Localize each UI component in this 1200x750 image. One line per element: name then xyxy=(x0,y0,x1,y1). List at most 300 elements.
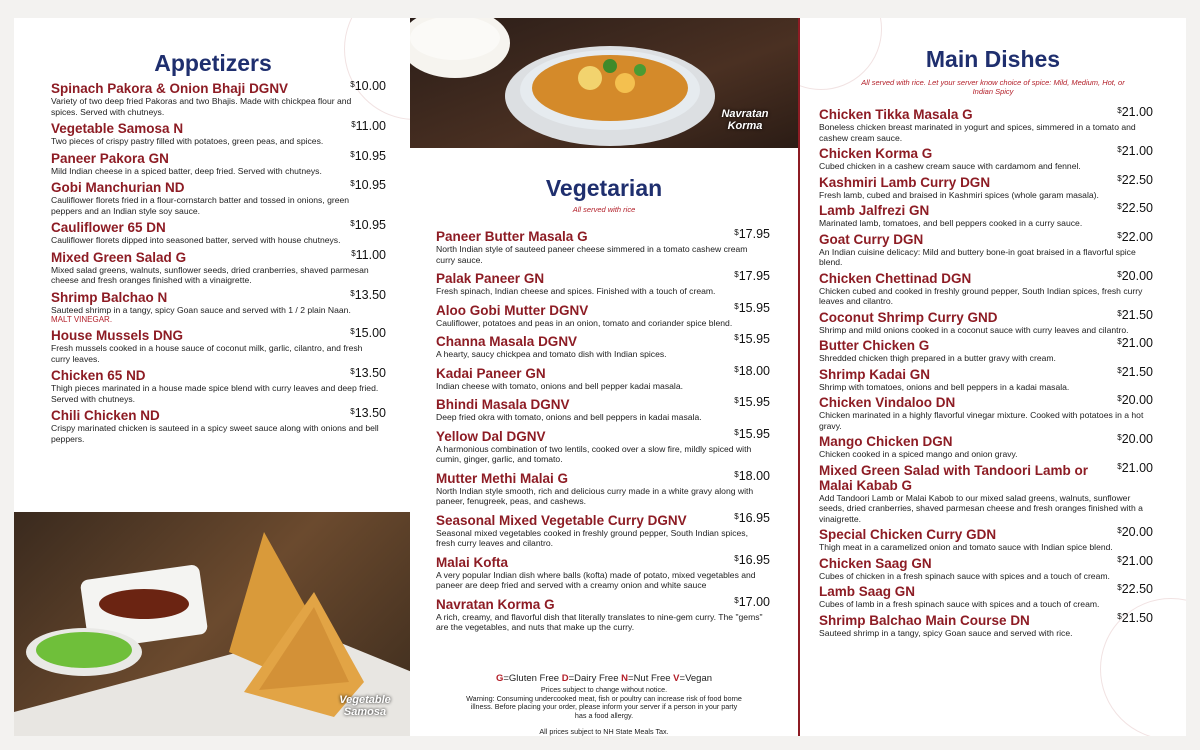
price-value: 17.95 xyxy=(738,227,770,241)
currency-symbol: $ xyxy=(351,248,356,258)
appetizers-list xyxy=(51,81,386,448)
item-name xyxy=(819,527,1153,542)
item-price xyxy=(1117,230,1153,244)
menu-item xyxy=(51,368,386,404)
diet-tags: DGN xyxy=(941,270,972,286)
item-description: A very popular Indian dish where balls (kofta) made of potato, mixed vegetables and paneer are deep fried and served with a creamy onion and white sauce xyxy=(436,569,756,590)
item-price xyxy=(350,288,386,302)
samosa-caption: Vegetable Samosa xyxy=(339,694,391,718)
currency-symbol: $ xyxy=(1117,583,1122,592)
currency-symbol: $ xyxy=(734,553,739,563)
item-description: North Indian style of sauteed paneer cheese simmered in a tomato cashew cream curry sauce. xyxy=(436,244,748,265)
item-description: North Indian style smooth, rich and delicious curry made in a white gravy along with paneer, fenugreek, peas, and cashews. xyxy=(436,485,754,506)
menu-item xyxy=(51,247,386,286)
diet-tags: DN xyxy=(1010,612,1030,628)
currency-symbol: $ xyxy=(1117,611,1122,621)
diet-tags: G xyxy=(577,229,588,244)
item-description: Variety of two deep fried Pakoras and two Bhajis. Made with chickpea flour and spices. Served with chutneys. xyxy=(51,96,352,117)
item-name xyxy=(819,229,1153,247)
price-value: 21.00 xyxy=(1121,336,1153,350)
menu-item xyxy=(819,364,1153,393)
menu-item xyxy=(819,307,1153,336)
menu-item xyxy=(819,338,1153,364)
currency-symbol: $ xyxy=(350,80,355,89)
diet-tags: ND xyxy=(126,368,146,383)
item-description: A rich, creamy, and flavorful dish that literally translates to nine-gem curry. The "gems" are the vegetables, and nuts that make up the curry. xyxy=(436,611,763,632)
menu-item xyxy=(819,229,1153,268)
diet-tags: DGNV xyxy=(506,428,546,444)
currency-symbol: $ xyxy=(350,219,355,228)
menu-item xyxy=(436,594,770,633)
currency-symbol: $ xyxy=(1117,554,1122,564)
item-name xyxy=(51,81,386,96)
price-value: 10.95 xyxy=(354,178,386,192)
item-title: Chili Chicken xyxy=(51,408,137,423)
item-title: Mango Chicken xyxy=(819,434,919,449)
currency-symbol: $ xyxy=(350,288,355,298)
diet-tags: DGNV xyxy=(538,334,578,349)
item-price xyxy=(734,332,770,346)
currency-symbol: $ xyxy=(350,327,355,336)
menu-footer xyxy=(420,673,788,736)
item-description: Boneless chicken breast marinated in yogurt and spices, simmered in a tomato and cashew cream sauce. xyxy=(819,122,1136,143)
price-value: 22.50 xyxy=(1121,201,1153,215)
item-description: Cubes of lamb in a fresh spinach sauce with spices and a touch of cream. xyxy=(819,599,1100,609)
item-name xyxy=(819,268,1153,286)
item-title: Lamb Saag xyxy=(819,584,892,599)
item-name xyxy=(436,271,770,286)
item-price xyxy=(350,79,386,93)
menu-item xyxy=(51,81,386,117)
item-price xyxy=(734,511,770,525)
menu-item xyxy=(436,363,770,392)
samosa-photo xyxy=(14,512,412,736)
diet-tags: DGN xyxy=(893,231,924,247)
diet-tags: G xyxy=(544,596,555,612)
item-title: Mixed Green Salad with Tandoori Lamb or Malai Kabab xyxy=(819,462,1089,493)
item-name xyxy=(436,334,770,349)
item-price xyxy=(1117,393,1153,407)
currency-symbol: $ xyxy=(1117,230,1122,240)
item-title: Coconut Shrimp Curry xyxy=(819,309,964,325)
item-title: Seasonal Mixed Vegetable Curry xyxy=(436,512,644,528)
vegetarian-panel xyxy=(410,18,798,736)
price-value: 21.00 xyxy=(1121,105,1153,119)
item-price xyxy=(734,595,770,609)
item-price xyxy=(734,427,770,441)
item-description: Fresh mussels cooked in a house sauce of coconut milk, garlic, cilantro, and fresh curry leaves. xyxy=(51,343,363,364)
menu-item xyxy=(51,121,386,147)
price-value: 15.95 xyxy=(738,395,770,409)
item-name xyxy=(436,426,770,444)
price-value: 21.00 xyxy=(1121,553,1153,568)
price-value: 20.00 xyxy=(1121,432,1153,446)
diet-tags: G xyxy=(921,146,933,161)
item-title: Chicken Saag xyxy=(819,555,908,571)
price-value: 11.00 xyxy=(355,247,386,262)
item-price xyxy=(1117,144,1153,158)
currency-symbol: $ xyxy=(1117,106,1122,115)
item-name xyxy=(51,247,386,265)
price-value: 21.00 xyxy=(1121,460,1153,475)
item-name xyxy=(819,107,1153,122)
appetizers-panel xyxy=(14,18,412,736)
item-title: Chicken Chettinad xyxy=(819,270,938,286)
item-price xyxy=(734,301,770,315)
currency-symbol: $ xyxy=(350,367,355,376)
item-price xyxy=(1117,365,1153,379)
item-description: Indian cheese with tomato, onions and bell pepper kadai masala. xyxy=(436,380,683,391)
legend-text: =Nut Free xyxy=(628,673,674,684)
price-value: 13.50 xyxy=(354,287,386,302)
item-name xyxy=(436,229,770,244)
item-price xyxy=(1117,432,1153,446)
item-description: Two pieces of crispy pastry filled with potatoes, green peas, and spices. xyxy=(51,136,324,146)
legend-letter: N xyxy=(621,673,629,684)
item-title: Paneer Butter Masala xyxy=(436,229,574,244)
item-description: Mild Indian cheese in a spiced batter, deep fried. Served with chutneys. xyxy=(51,165,322,176)
item-name xyxy=(436,300,770,318)
diet-tags: GN xyxy=(909,366,931,382)
item-name xyxy=(819,610,1153,628)
item-title: Chicken 65 xyxy=(51,368,123,383)
tax-note: All prices subject to NH State Meals Tax. xyxy=(539,727,669,736)
price-value: 21.50 xyxy=(1121,610,1153,625)
currency-symbol: $ xyxy=(351,120,356,129)
menu-item xyxy=(819,434,1153,460)
item-title: Shrimp Balchao Main Course xyxy=(819,612,1007,628)
price-value: 21.50 xyxy=(1121,307,1153,322)
price-change-note: Prices subject to change without notice. xyxy=(540,685,668,694)
item-name xyxy=(436,510,770,528)
main-dishes-list xyxy=(819,107,1153,641)
item-title: Spinach Pakora & Onion Bhaji xyxy=(51,81,246,96)
main-dishes-panel xyxy=(800,18,1186,736)
item-price xyxy=(1117,525,1153,539)
item-description: Add Tandoori Lamb or Malai Kabob to our mixed salad greens, walnuts, sunflower seeds, dried cranberries, shaved parmesan cheese and fresh oranges finished with a vinaigrette. xyxy=(819,492,1143,524)
currency-symbol: $ xyxy=(734,228,739,237)
price-value: 13.50 xyxy=(354,366,386,380)
diet-tags: GDN xyxy=(966,527,997,542)
item-name xyxy=(436,397,770,412)
menu-item xyxy=(819,527,1153,553)
item-name xyxy=(819,395,1153,410)
price-value: 13.50 xyxy=(354,406,386,420)
price-value: 10.95 xyxy=(354,218,386,232)
price-value: 18.00 xyxy=(738,468,770,483)
item-price xyxy=(1117,461,1153,475)
currency-symbol: $ xyxy=(1117,269,1122,279)
menu-item xyxy=(51,328,386,364)
item-name xyxy=(51,180,386,195)
item-title: Butter Chicken xyxy=(819,338,916,353)
menu-item xyxy=(819,460,1153,525)
currency-symbol: $ xyxy=(1117,526,1122,535)
diet-tags: GN xyxy=(909,203,930,218)
item-title: Lamb Jalfrezi xyxy=(819,203,906,218)
item-description: Crispy marinated chicken is sauteed in a spicy sweet sauce along with onions and bell peppers. xyxy=(51,423,379,444)
item-title: Chicken Vindaloo xyxy=(819,395,933,410)
item-description: Cauliflower florets dipped into seasoned batter, served with house chutneys. xyxy=(51,235,341,245)
item-title: Shrimp Balchao xyxy=(51,289,154,305)
item-name xyxy=(819,203,1153,218)
vegetarian-title: Vegetarian xyxy=(545,175,663,201)
currency-symbol: $ xyxy=(1117,173,1122,183)
appetizers-title: Appetizers xyxy=(154,50,272,76)
item-title: Aloo Gobi Mutter xyxy=(436,302,546,318)
diet-tags: G xyxy=(557,470,569,486)
menu-item xyxy=(436,229,770,265)
diet-tags: GN xyxy=(911,555,932,571)
item-title: Paneer Pakora xyxy=(51,150,145,166)
item-description: Shredded chicken thigh prepared in a butter gravy with cream. xyxy=(819,353,1056,363)
item-name xyxy=(819,338,1153,353)
menu-item xyxy=(436,510,770,549)
diet-tags: DGNV xyxy=(530,397,570,412)
dietary-legend xyxy=(420,673,788,684)
item-price xyxy=(734,553,770,567)
item-description: Sauteed shrimp in a tangy, spicy Goan sauce and served with rice. xyxy=(819,627,1073,638)
legend-letter: D xyxy=(561,673,569,684)
item-description: Shrimp and mild onions cooked in a coconut sauce with curry leaves and cilantro. xyxy=(819,324,1129,335)
item-name xyxy=(819,364,1153,382)
menu-item xyxy=(51,408,386,444)
currency-symbol: $ xyxy=(734,511,739,521)
item-price xyxy=(351,119,386,133)
item-price xyxy=(350,366,386,380)
menu-item xyxy=(819,146,1153,172)
item-name xyxy=(51,220,386,235)
item-title: House Mussels xyxy=(51,328,150,343)
item-title: Yellow Dal xyxy=(436,428,503,444)
legend-text: =Dairy Free xyxy=(568,673,622,684)
item-name xyxy=(51,328,386,343)
item-description: Cauliflower florets fried in a flour-cornstarch batter and tossed in onions, green peppers and an Indian style soy sauce. xyxy=(51,195,350,216)
price-value: 17.95 xyxy=(738,269,770,283)
item-description: Marinated lamb, tomatoes, and bell peppers cooked in a curry sauce. xyxy=(819,218,1083,228)
price-value: 10.95 xyxy=(354,148,386,163)
diet-tags: DN xyxy=(935,395,956,410)
price-value: 21.50 xyxy=(1121,364,1153,379)
item-name xyxy=(436,363,770,381)
item-price xyxy=(734,269,770,283)
currency-symbol: $ xyxy=(350,179,355,188)
item-title: Bhindi Masala xyxy=(436,397,527,412)
item-name xyxy=(819,553,1153,571)
currency-symbol: $ xyxy=(734,270,739,279)
item-name xyxy=(436,468,770,486)
item-price xyxy=(350,178,386,192)
diet-tags: DGNV xyxy=(647,512,687,528)
menu-item xyxy=(819,203,1153,229)
price-value: 15.95 xyxy=(738,332,770,346)
menu-item xyxy=(819,553,1153,582)
menu-item xyxy=(51,148,386,177)
item-description: Cubed chicken in a cashew cream sauce with cardamom and fennel. xyxy=(819,161,1081,171)
item-description: Chicken cooked in a spiced mango and onion gravy. xyxy=(819,449,1018,459)
item-note: MALT VINEGAR. xyxy=(51,315,113,324)
item-title: Chicken Korma xyxy=(819,146,919,161)
price-value: 20.00 xyxy=(1121,268,1153,283)
price-value: 21.00 xyxy=(1121,144,1153,158)
item-price xyxy=(350,326,386,340)
item-title: Shrimp Kadai xyxy=(819,366,907,382)
diet-tags: GND xyxy=(967,309,998,325)
item-name xyxy=(819,172,1153,190)
menu-item xyxy=(819,584,1153,610)
item-description: Deep fried okra with tomato, onions and bell peppers in kadai masala. xyxy=(436,412,702,422)
currency-symbol: $ xyxy=(734,595,739,605)
item-description: Seasonal mixed vegetables cooked in freshly ground pepper, South Indian spices, fresh curry leaves and cilantro. xyxy=(436,527,748,548)
main-dishes-subtitle: All served with rice. Let your server know choice of spice: Mild, Medium, Hot, or Indian Spicy xyxy=(861,78,1125,96)
item-description: A harmonious combination of two lentils, cooked over a slow fire, mildly spiced with cumin, ginger, garlic, and tomato. xyxy=(436,443,752,464)
price-value: 18.00 xyxy=(738,363,770,378)
legend-letter: G xyxy=(495,673,504,684)
currency-symbol: $ xyxy=(1117,365,1122,375)
item-name xyxy=(51,408,386,423)
item-description: Fresh lamb, cubed and braised in Kashmiri spices (whole garam masala). xyxy=(819,189,1099,200)
item-price xyxy=(1117,269,1153,283)
item-title: Vegetable Samosa xyxy=(51,121,170,136)
item-title: Mixed Green Salad xyxy=(51,249,172,265)
item-name xyxy=(51,121,386,136)
price-value: 15.95 xyxy=(738,426,770,441)
currency-symbol: $ xyxy=(1117,433,1122,442)
diet-tags: ND xyxy=(140,408,160,423)
diet-tags: N xyxy=(173,121,184,136)
price-value: 10.00 xyxy=(354,79,386,93)
korma-photo xyxy=(410,18,798,148)
currency-symbol: $ xyxy=(734,301,739,311)
item-price xyxy=(734,364,770,378)
item-description: Chicken cubed and cooked in freshly ground pepper, South Indian spices, fresh curry leaves and cilantro. xyxy=(819,285,1143,306)
item-description: Chicken marinated in a highly flavorful vinegar mixture. Cooked with potatoes in a hot gravy. xyxy=(819,410,1144,431)
menu-item xyxy=(819,610,1153,639)
menu-item xyxy=(436,300,770,329)
diet-tags: GN xyxy=(148,150,169,166)
item-name xyxy=(819,146,1153,161)
price-value: 22.50 xyxy=(1121,582,1153,596)
item-title: Gobi Manchurian xyxy=(51,180,162,195)
item-price xyxy=(351,248,386,262)
menu-item xyxy=(51,287,386,325)
currency-symbol: $ xyxy=(734,469,739,479)
item-title: Kashmiri Lamb Curry xyxy=(819,174,957,190)
currency-symbol: $ xyxy=(734,427,739,437)
diet-tags: DN xyxy=(146,220,166,235)
currency-symbol: $ xyxy=(734,364,739,374)
currency-symbol: $ xyxy=(734,333,739,342)
item-name xyxy=(436,594,770,612)
price-value: 16.95 xyxy=(738,552,770,567)
diet-tags: DGN xyxy=(922,434,953,449)
diet-tags: G xyxy=(918,338,930,353)
menu-item xyxy=(436,426,770,465)
item-price xyxy=(734,395,770,409)
price-value: 16.95 xyxy=(738,510,770,525)
item-title: Goat Curry xyxy=(819,231,890,247)
item-title: Palak Paneer xyxy=(436,271,521,286)
item-title: Kadai Paneer xyxy=(436,365,522,381)
menu-item xyxy=(819,107,1153,143)
vegetarian-subtitle: All served with rice xyxy=(572,205,636,214)
menu-item xyxy=(436,271,770,297)
item-price xyxy=(1117,554,1153,568)
diet-tags: N xyxy=(157,289,168,305)
menu-item xyxy=(819,395,1153,431)
menu-item xyxy=(51,180,386,216)
item-description: Thigh meat in a caramelized onion and tomato sauce with Indian spice blend. xyxy=(819,542,1113,552)
item-description: Sauteed shrimp in a tangy, spicy Goan sauce and served with 1 / 2 plain Naan. xyxy=(51,304,351,315)
diet-tags: GN xyxy=(525,365,546,381)
main-dishes-title: Main Dishes xyxy=(925,46,1061,72)
item-title: Mutter Methi Malai xyxy=(436,470,554,486)
menu-item xyxy=(436,397,770,423)
item-name xyxy=(819,307,1153,325)
item-name xyxy=(51,368,386,383)
currency-symbol: $ xyxy=(1117,202,1122,211)
menu-item xyxy=(436,468,770,507)
item-price xyxy=(350,149,386,163)
diet-tags: GN xyxy=(894,584,916,599)
item-description: Cauliflower, potatoes and peas in an onion, tomato and coriander spice blend. xyxy=(436,317,733,328)
item-price xyxy=(350,218,386,232)
food-safety-warning: Warning: Consuming undercooked meat, fish or poultry can increase risk of food borne illness. Before placing your order, please inform your server if a person in your party has a food allergy. xyxy=(466,693,742,720)
legend-letter: V xyxy=(673,673,680,684)
menu-item xyxy=(51,220,386,246)
currency-symbol: $ xyxy=(1117,461,1122,471)
korma-caption: Navratan Korma xyxy=(721,108,769,132)
price-value: 15.95 xyxy=(738,300,770,315)
item-description: Thigh pieces marinated in a house made spice blend with curry leaves and deep fried. Served with chutneys. xyxy=(51,383,379,404)
price-value: 20.00 xyxy=(1121,393,1153,407)
item-title: Channa Masala xyxy=(436,334,535,349)
price-value: 22.50 xyxy=(1121,172,1153,187)
currency-symbol: $ xyxy=(1117,308,1122,318)
currency-symbol: $ xyxy=(350,407,355,416)
item-title: Navratan Korma xyxy=(436,596,541,612)
item-name xyxy=(51,287,386,305)
item-description: Mixed salad greens, walnuts, sunflower seeds, dried cranberries, shaved parmesan cheese and fresh oranges finished with a vinaigrette. xyxy=(51,264,369,285)
vegetarian-list xyxy=(436,229,770,639)
item-title: Chicken Tikka Masala xyxy=(819,107,959,122)
currency-symbol: $ xyxy=(1117,337,1122,346)
item-description: A hearty, saucy chickpea and tomato dish with Indian spices. xyxy=(436,349,667,359)
item-description: Shrimp with tomatoes, onions and bell peppers in a kadai masala. xyxy=(819,381,1070,392)
diet-tags: G xyxy=(175,249,187,265)
item-title: Malai Kofta xyxy=(436,554,509,570)
item-name xyxy=(819,584,1153,599)
diet-tags: DGNV xyxy=(549,302,589,318)
diet-tags: DGN xyxy=(960,174,991,190)
item-name xyxy=(819,434,1153,449)
item-description: Cubes of chicken in a fresh spinach sauce with spices and a touch of cream. xyxy=(819,570,1110,581)
price-value: 15.00 xyxy=(354,326,386,340)
item-name xyxy=(819,460,1153,493)
legend-text: =Gluten Free xyxy=(503,673,562,684)
item-title: Special Chicken Curry xyxy=(819,527,963,542)
item-price xyxy=(1117,173,1153,187)
item-price xyxy=(350,406,386,420)
currency-symbol: $ xyxy=(350,149,355,159)
currency-symbol: $ xyxy=(734,396,739,405)
item-price xyxy=(1117,336,1153,350)
item-price xyxy=(1117,105,1153,119)
item-description: An Indian cuisine delicacy: Mild and buttery bone-in goat braised in a flavorful spice blend. xyxy=(819,246,1136,267)
item-price xyxy=(734,227,770,241)
diet-tags: GN xyxy=(523,271,545,286)
diet-tags: ND xyxy=(165,180,185,195)
